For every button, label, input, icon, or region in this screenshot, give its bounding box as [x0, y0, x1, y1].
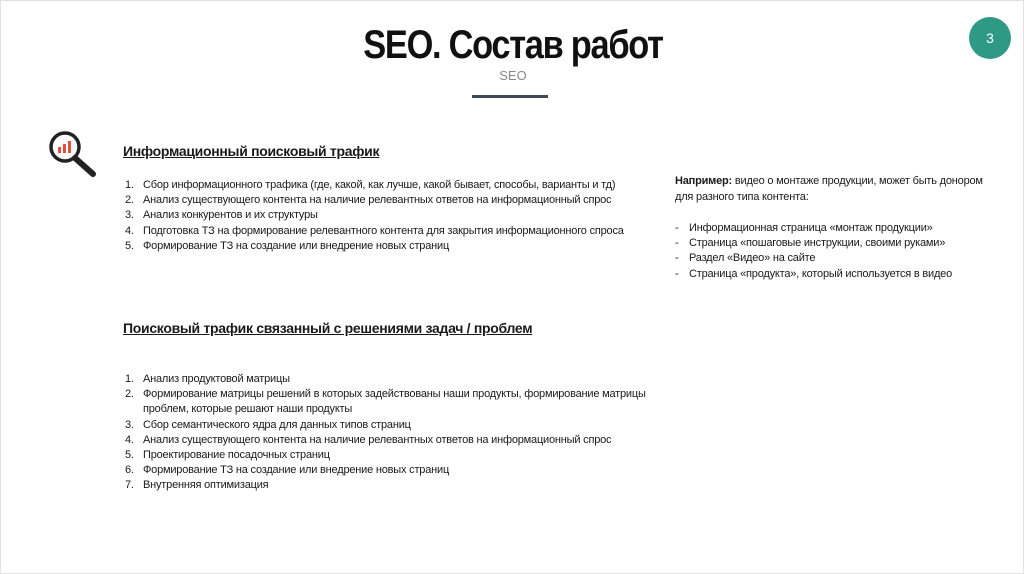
example-item: - Страница «пошаговые инструкции, своими руками» — [675, 236, 995, 251]
list-item: 1. Сбор информационного трафика (где, какой, как лучше, какой бывает, способы, варианты и тд) — [125, 179, 616, 191]
example-list — [675, 221, 995, 282]
list-item: 6. Формирование ТЗ на создание или внедрение новых страниц — [125, 464, 450, 477]
slide-title: SEO. Состав работ — [363, 23, 663, 67]
list-item: 2. Формирование матрицы решений в которых задействованы наши продукты, формирование матрицы проблем, которые решают наши продукты — [125, 388, 646, 416]
list-item: 2. Анализ существующего контента на наличие релевантных ответов на информационный спрос — [125, 194, 612, 207]
example-item: - Информационная страница «монтаж продукции» — [675, 221, 995, 236]
example-item: - Страница «продукта», который используется в видео — [675, 267, 995, 282]
title-divider — [472, 95, 548, 98]
list-item: 7. Внутренняя оптимизация — [125, 479, 269, 492]
section-heading-problem-solving-traffic: Поисковый трафик связанный с решениями задач / проблем — [123, 320, 533, 336]
informational-traffic-list — [123, 178, 643, 254]
list-item: 3. Анализ конкурентов и их структуры — [125, 209, 318, 222]
example-block — [675, 174, 995, 282]
list-item: 3. Сбор семантического ядра для данных типов страниц — [125, 418, 411, 431]
page-number-badge: 3 — [969, 17, 1011, 59]
list-item: 4. Анализ существующего контента на наличие релевантных ответов на информационный спрос — [125, 433, 612, 446]
list-item: 5. Формирование ТЗ на создание или внедрение новых страниц — [125, 239, 450, 252]
search-icon — [47, 128, 99, 180]
slide-subtitle: SEO — [499, 68, 527, 83]
list-item: 1. Анализ продуктовой матрицы — [125, 373, 290, 385]
problem-solving-traffic-list — [123, 372, 693, 494]
example-intro: Например: видео о монтаже продукции, может быть донором для разного типа контента: — [675, 175, 983, 203]
list-item: 4. Подготовка ТЗ на формирование релевантного контента для закрытия информационного спроса — [125, 224, 624, 237]
example-item: - Раздел «Видео» на сайте — [675, 251, 995, 266]
list-item: 5. Проектирование посадочных страниц — [125, 449, 330, 462]
section-heading-informational-traffic: Информационный поисковый трафик — [123, 143, 380, 159]
